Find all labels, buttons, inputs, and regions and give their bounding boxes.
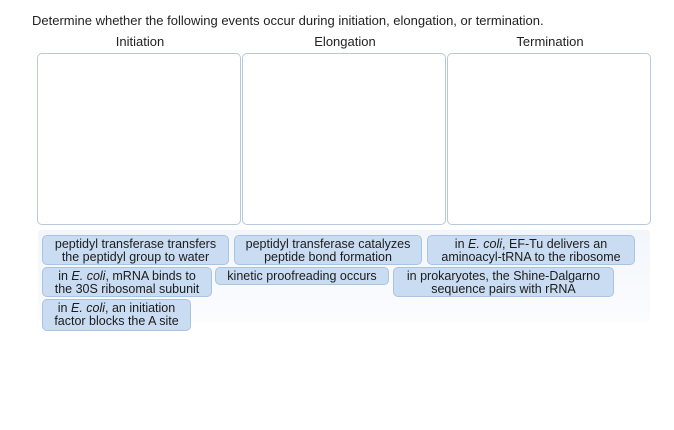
column-header-elongation: Elongation — [314, 34, 376, 49]
tile-mrna-binds-30s[interactable]: in E. coli, mRNA binds to the 30S ribosomal subunit — [42, 267, 212, 297]
column-header-termination: Termination — [516, 34, 584, 49]
tile-peptide-bond-formation[interactable]: peptidyl transferase catalyzes peptide bond formation — [234, 235, 422, 265]
column-header-initiation: Initiation — [115, 34, 165, 49]
drop-zone-termination[interactable] — [447, 53, 651, 225]
drop-zone-initiation[interactable] — [37, 53, 241, 225]
instruction-text: Determine whether the following events occur during initiation, elongation, or termination. — [32, 13, 544, 28]
tile-shine-dalgarno[interactable]: in prokaryotes, the Shine-Dalgarno sequence pairs with rRNA — [393, 267, 614, 297]
drop-zone-elongation[interactable] — [242, 53, 446, 225]
tile-kinetic-proofreading[interactable]: kinetic proofreading occurs — [215, 267, 389, 285]
tile-peptidyl-transferase-water[interactable]: peptidyl transferase transfers the peptidyl group to water — [42, 235, 229, 265]
tile-ef-tu-delivers[interactable]: in E. coli, EF-Tu delivers an aminoacyl-tRNA to the ribosome — [427, 235, 635, 265]
tile-initiation-factor-a-site[interactable]: in E. coli, an initiation factor blocks the A site — [42, 299, 191, 331]
